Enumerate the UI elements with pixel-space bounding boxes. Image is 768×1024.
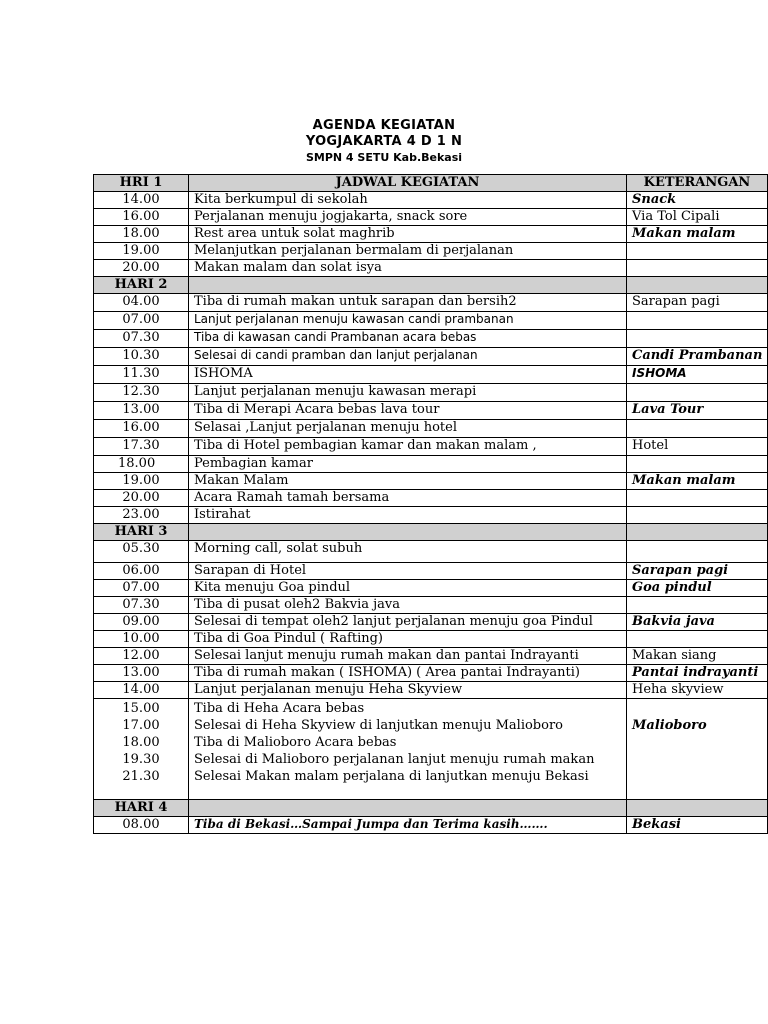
note-cell: Hotel: [627, 438, 768, 456]
note-cell: Bakvia java: [627, 614, 768, 631]
column-header-day: HRI 1: [94, 175, 189, 192]
time-cell: 07.00: [94, 312, 189, 330]
activity-cell: Rest area untuk solat maghrib: [189, 226, 627, 243]
note-cell: Via Tol Cipali: [627, 209, 768, 226]
activity-line: Tiba di Malioboro Acara bebas: [194, 735, 397, 750]
activity-cell: Selasai ,Lanjut perjalanan menuju hotel: [189, 420, 627, 438]
day-header-row: [94, 524, 768, 541]
day-header-fill: [627, 524, 768, 541]
note-cell: [627, 456, 768, 473]
time-cell: 20.00: [94, 490, 189, 507]
activity-cell: Selesai lanjut menuju rumah makan dan pantai Indrayanti: [189, 648, 627, 665]
activity-cell: Tiba di Merapi Acara bebas lava tour: [189, 402, 627, 420]
table-row: [94, 817, 768, 834]
note-cell: [627, 631, 768, 648]
table-row: [94, 507, 768, 524]
table-row: [94, 402, 768, 420]
day-label: HARI 3: [94, 524, 189, 541]
note-cell: Heha skyview: [627, 682, 768, 699]
table-row: [94, 243, 768, 260]
activity-cell: Lanjut perjalanan menuju Heha Skyview: [189, 682, 627, 699]
time-cell: 16.00: [94, 420, 189, 438]
time-cell: 06.00: [94, 563, 189, 580]
table-row: [94, 580, 768, 597]
table-header-row: [94, 175, 768, 192]
note-cell: Makan siang: [627, 648, 768, 665]
activity-line: Selesai di Heha Skyview di lanjutkan menuju Malioboro: [194, 718, 563, 733]
activity-cell: Selesai di tempat oleh2 lanjut perjalanan menuju goa Pindul: [189, 614, 627, 631]
time-cell: 13.00: [94, 665, 189, 682]
note-cell: [627, 312, 768, 330]
activity-line: Tiba di Heha Acara bebas: [194, 701, 365, 716]
time-cell: 18.00: [94, 226, 189, 243]
time-line: 21.30: [122, 769, 160, 784]
activity-cell: Istirahat: [189, 507, 627, 524]
activity-line: Selesai di Malioboro perjalanan lanjut menuju rumah makan: [194, 752, 595, 767]
day-header-fill: [189, 277, 627, 294]
time-cell: 19.00: [94, 243, 189, 260]
activity-cell: Kita berkumpul di sekolah: [189, 192, 627, 209]
table-row: [94, 438, 768, 456]
table-row: [94, 490, 768, 507]
activity-cell: [189, 699, 627, 800]
table-row: [94, 260, 768, 277]
activity-cell: ISHOMA: [189, 366, 627, 384]
time-cell: 08.00: [94, 817, 189, 834]
activity-cell: Pembagian kamar: [189, 456, 627, 473]
day-header-row: [94, 277, 768, 294]
activity-cell: Tiba di rumah makan untuk sarapan dan bersih2: [189, 294, 627, 312]
note-cell: [627, 330, 768, 348]
activity-cell: Tiba di Goa Pindul ( Rafting): [189, 631, 627, 648]
table-row: [94, 614, 768, 631]
note-cell: Goa pindul: [627, 580, 768, 597]
activity-cell: Tiba di Hotel pembagian kamar dan makan malam ,: [189, 438, 627, 456]
table-row: [94, 294, 768, 312]
table-row: [94, 312, 768, 330]
time-cell: 07.00: [94, 580, 189, 597]
time-cell: 18.00: [94, 456, 189, 473]
time-cell: 09.00: [94, 614, 189, 631]
time-cell: 14.00: [94, 682, 189, 699]
activity-cell: Melanjutkan perjalanan bermalam di perjalanan: [189, 243, 627, 260]
note-cell: Snack: [627, 192, 768, 209]
time-line: 18.00: [122, 735, 160, 750]
time-cell: 14.00: [94, 192, 189, 209]
time-cell: 10.30: [94, 348, 189, 366]
agenda-table: [93, 174, 768, 834]
table-row: [94, 631, 768, 648]
time-line: 19.30: [122, 752, 160, 767]
table-row: [94, 541, 768, 563]
note-cell: [627, 699, 768, 800]
note-cell: Candi Prambanan: [627, 348, 768, 366]
table-row: [94, 348, 768, 366]
time-cell: 07.30: [94, 597, 189, 614]
activity-cell: Kita menuju Goa pindul: [189, 580, 627, 597]
table-row: [94, 473, 768, 490]
day-header-fill: [627, 800, 768, 817]
note-cell: [627, 420, 768, 438]
day-header-fill: [189, 524, 627, 541]
note-cell: [627, 490, 768, 507]
time-cell: 16.00: [94, 209, 189, 226]
note-cell: Pantai indrayanti: [627, 665, 768, 682]
table-row: [94, 330, 768, 348]
time-cell: 07.30: [94, 330, 189, 348]
activity-cell: Tiba di Bekasi…Sampai Jumpa dan Terima kasih…….: [189, 817, 627, 834]
activity-cell: Tiba di pusat oleh2 Bakvia java: [189, 597, 627, 614]
note-cell: [627, 260, 768, 277]
time-cell: 23.00: [94, 507, 189, 524]
activity-cell: Perjalanan menuju jogjakarta, snack sore: [189, 209, 627, 226]
table-row: [94, 209, 768, 226]
activity-cell: Tiba di kawasan candi Prambanan acara bebas: [189, 330, 627, 348]
document-subtitle: YOGJAKARTA 4 D 1 N: [305, 134, 463, 149]
note-cell: [627, 541, 768, 563]
day-label: HARI 2: [94, 277, 189, 294]
table-row: [94, 456, 768, 473]
column-header-notes: KETERANGAN: [627, 175, 768, 192]
day-header-fill: [627, 277, 768, 294]
note-cell: [627, 597, 768, 614]
note-cell: Sarapan pagi: [627, 294, 768, 312]
table-row: [94, 682, 768, 699]
activity-cell: Lanjut perjalanan menuju kawasan candi prambanan: [189, 312, 627, 330]
day-header-fill: [189, 800, 627, 817]
column-header-schedule: JADWAL KEGIATAN: [189, 175, 627, 192]
table-row: [94, 420, 768, 438]
note-cell: Bekasi: [627, 817, 768, 834]
note-cell: [627, 384, 768, 402]
school-name: SMPN 4 SETU Kab.Bekasi: [305, 151, 463, 164]
time-cell: 19.00: [94, 473, 189, 490]
activity-cell: Sarapan di Hotel: [189, 563, 627, 580]
activity-cell: Selesai di candi pramban dan lanjut perjalanan: [189, 348, 627, 366]
note-cell: Lava Tour: [627, 402, 768, 420]
table-row: [94, 192, 768, 209]
table-row: [94, 384, 768, 402]
time-cell: 10.00: [94, 631, 189, 648]
time-cell: 17.30: [94, 438, 189, 456]
note-cell: Sarapan pagi: [627, 563, 768, 580]
table-row: [94, 366, 768, 384]
activity-line: Selesai Makan malam perjalana di lanjutkan menuju Bekasi: [194, 769, 589, 784]
document-title: AGENDA KEGIATAN: [312, 118, 456, 133]
time-line: 17.00: [122, 718, 160, 733]
day-label: HARI 4: [94, 800, 189, 817]
table-row-multi: [94, 699, 768, 800]
activity-cell: Makan malam dan solat isya: [189, 260, 627, 277]
table-row: [94, 597, 768, 614]
time-cell: 12.30: [94, 384, 189, 402]
time-cell: 11.30: [94, 366, 189, 384]
activity-cell: Lanjut perjalanan menuju kawasan merapi: [189, 384, 627, 402]
note-cell: Makan malam: [627, 226, 768, 243]
table-row: [94, 648, 768, 665]
table-row: [94, 665, 768, 682]
time-cell: 05.30: [94, 541, 189, 563]
table-row: [94, 563, 768, 580]
note-cell: Makan malam: [627, 473, 768, 490]
activity-cell: Tiba di rumah makan ( ISHOMA) ( Area pantai Indrayanti): [189, 665, 627, 682]
time-cell: 04.00: [94, 294, 189, 312]
activity-cell: Makan Malam: [189, 473, 627, 490]
note-cell: ISHOMA: [627, 366, 768, 384]
note-cell: [627, 243, 768, 260]
note-cell: [627, 507, 768, 524]
time-cell: 20.00: [94, 260, 189, 277]
time-cell: 13.00: [94, 402, 189, 420]
note-line: Malioboro: [632, 718, 707, 733]
activity-cell: Acara Ramah tamah bersama: [189, 490, 627, 507]
time-cell: 12.00: [94, 648, 189, 665]
time-cell: [94, 699, 189, 800]
activity-cell: Morning call, solat subuh: [189, 541, 627, 563]
table-row: [94, 226, 768, 243]
time-line: 15.00: [122, 701, 160, 716]
day-header-row: [94, 800, 768, 817]
